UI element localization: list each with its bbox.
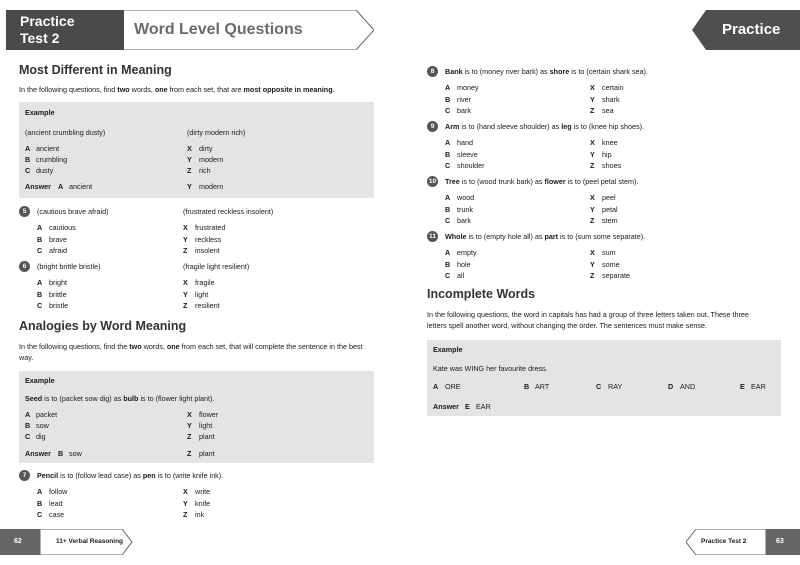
option-letter: Z xyxy=(590,161,595,170)
key-word: bulb xyxy=(123,394,139,403)
option-word: sow xyxy=(36,421,49,430)
option-word[interactable]: stem xyxy=(602,216,618,225)
option-letter: C xyxy=(37,246,43,255)
option-letter: A xyxy=(37,278,43,287)
key-word: Seed xyxy=(25,394,43,403)
option-word[interactable]: all xyxy=(457,271,465,280)
option-letter: A xyxy=(37,487,43,496)
key-word: Tree xyxy=(445,177,460,186)
sentence-part: is to (empty hole all) as xyxy=(466,232,545,241)
badge-line2: Test 2 xyxy=(20,30,60,46)
option-word: ancient xyxy=(36,144,60,153)
option-letter: X xyxy=(187,144,192,153)
option-letter: Z xyxy=(187,166,192,175)
answer-letter: A xyxy=(58,182,64,191)
option-letter: Y xyxy=(183,290,188,299)
option-word[interactable]: shoulder xyxy=(457,161,485,170)
option-word[interactable]: peel xyxy=(602,193,616,202)
question-sentence xyxy=(445,232,645,241)
option-word[interactable]: follow xyxy=(49,487,68,496)
option-word[interactable]: frustrated xyxy=(195,223,226,232)
option-letter: X xyxy=(590,83,595,92)
option-letter: A xyxy=(25,410,31,419)
answer-word: ancient xyxy=(69,182,93,191)
option-word: packet xyxy=(36,410,58,419)
intro-text: words, xyxy=(141,342,167,351)
option-letter: Z xyxy=(590,106,595,115)
sentence-part: is to (sum some separate). xyxy=(558,232,646,241)
option-letter: Z xyxy=(183,301,188,310)
key-word: flower xyxy=(544,177,566,186)
option-word[interactable]: brave xyxy=(49,235,67,244)
option-word[interactable]: case xyxy=(49,510,65,519)
option-word[interactable]: separate xyxy=(602,271,630,280)
option-word[interactable]: insolent xyxy=(195,246,220,255)
option-word[interactable]: bark xyxy=(457,216,471,225)
option-letter: Z xyxy=(590,216,595,225)
key-word: pen xyxy=(142,471,156,480)
question-set2: (fragile light resilient) xyxy=(183,262,250,271)
intro-line: In the following questions, the word in capitals has had a group of three letters taken out. These three xyxy=(427,310,749,319)
answer-word: EAR xyxy=(476,402,491,411)
key-word: Bank xyxy=(445,67,463,76)
option-word[interactable]: shark xyxy=(602,95,620,104)
option-letter: B xyxy=(524,382,530,391)
header-practice-banner xyxy=(692,10,800,50)
question-number: 5 xyxy=(19,206,30,217)
option-word: dig xyxy=(36,432,46,441)
footer-right xyxy=(686,529,800,555)
option-letter: X xyxy=(183,278,188,287)
option-letter: D xyxy=(668,382,674,391)
example-title: Example xyxy=(25,376,55,385)
option-word: AND xyxy=(680,382,696,391)
option-word: rich xyxy=(199,166,211,175)
example-title: Example xyxy=(433,345,463,354)
option-word[interactable]: fragile xyxy=(195,278,215,287)
intro-bold: two xyxy=(129,342,142,351)
option-letter: C xyxy=(445,106,451,115)
option-word[interactable]: certain xyxy=(602,83,624,92)
option-word[interactable]: sum xyxy=(602,248,616,257)
example-box-incomplete-words xyxy=(427,340,781,416)
section-heading-most-different: Most Different in Meaning xyxy=(19,63,172,77)
question-set1: (bright brittle bristle) xyxy=(37,262,101,271)
option-word: light xyxy=(199,421,213,430)
intro-text: . xyxy=(332,85,335,94)
option-word[interactable]: empty xyxy=(457,248,477,257)
answer-label: Answer xyxy=(433,402,459,411)
question-sentence xyxy=(445,177,638,186)
option-word[interactable]: brittle xyxy=(49,290,67,299)
option-letter: X xyxy=(590,248,595,257)
option-word: plant xyxy=(199,432,215,441)
option-letter: B xyxy=(37,499,43,508)
example-sentence: Kate was WING her favourite dress. xyxy=(433,364,548,373)
intro-bold: two xyxy=(117,85,130,94)
question-number: 6 xyxy=(19,261,30,272)
answer-letter: B xyxy=(58,449,64,458)
option-letter: A xyxy=(25,144,31,153)
option-word[interactable]: reckless xyxy=(195,235,222,244)
sentence-part: is to (flower light plant). xyxy=(138,394,215,403)
option-letter: B xyxy=(445,95,451,104)
option-letter: B xyxy=(25,421,31,430)
option-word: flower xyxy=(199,410,219,419)
question-set2: (frustrated reckless insolent) xyxy=(183,207,274,216)
question-set1: (cautious brave afraid) xyxy=(37,207,109,216)
option-word[interactable]: lead xyxy=(49,499,63,508)
option-word: dusty xyxy=(36,166,54,175)
option-letter: X xyxy=(183,487,188,496)
footer-label: Practice Test 2 xyxy=(701,538,747,545)
intro-text: In the following questions, find the xyxy=(19,342,130,351)
sentence-part: is to (hand sleeve shoulder) as xyxy=(459,122,562,131)
option-letter: B xyxy=(445,150,451,159)
intro-text: In the following questions, find xyxy=(19,85,118,94)
question-number: 11 xyxy=(427,231,438,242)
sentence-part: is to (packet sow dig) as xyxy=(42,394,124,403)
option-letter: A xyxy=(445,138,451,147)
footer-left xyxy=(0,529,134,555)
option-letter: A xyxy=(445,193,451,202)
sentence-part: is to (wood trunk bark) as xyxy=(459,177,545,186)
option-letter: B xyxy=(445,205,451,214)
example-set1: (ancient crumbling dusty) xyxy=(25,128,106,137)
key-word: Pencil xyxy=(37,471,59,480)
question-number: 7 xyxy=(19,470,30,481)
option-letter: B xyxy=(37,290,43,299)
option-letter: C xyxy=(37,510,43,519)
option-word: ORE xyxy=(445,382,461,391)
option-letter: C xyxy=(25,166,31,175)
option-letter: Y xyxy=(187,421,192,430)
intro-text: from each set, that are xyxy=(167,85,244,94)
page-number: 62 xyxy=(14,538,22,545)
option-word[interactable]: hole xyxy=(457,260,471,269)
option-word: dirty xyxy=(199,144,213,153)
sentence-part: is to (peel petal stem). xyxy=(565,177,639,186)
right-page xyxy=(400,0,800,565)
option-letter: C xyxy=(596,382,602,391)
sentence-part: is to (money river bark) as xyxy=(462,67,550,76)
key-word: part xyxy=(544,232,559,241)
example-title: Example xyxy=(25,108,55,117)
option-word[interactable]: money xyxy=(457,83,479,92)
answer-word: sow xyxy=(69,449,82,458)
option-word[interactable]: hand xyxy=(457,138,473,147)
option-letter: X xyxy=(187,410,192,419)
option-word[interactable]: some xyxy=(602,260,620,269)
option-letter: X xyxy=(590,138,595,147)
option-letter: Z xyxy=(183,510,188,519)
section2-intro xyxy=(19,341,374,363)
footer-label: 11+ Verbal Reasoning xyxy=(56,538,124,545)
option-word[interactable]: sea xyxy=(602,106,614,115)
option-word[interactable]: bark xyxy=(457,106,471,115)
key-word: Whole xyxy=(445,232,467,241)
option-letter: A xyxy=(433,382,439,391)
practice-test-badge xyxy=(6,10,124,50)
option-letter: A xyxy=(445,83,451,92)
option-word[interactable]: light xyxy=(195,290,209,299)
answer-letter: E xyxy=(465,402,470,411)
intro-text: words, xyxy=(129,85,155,94)
option-word: crumbling xyxy=(36,155,68,164)
answer-letter: Z xyxy=(187,449,192,458)
intro-line: letters spell another word, without changing the order. The sentences must make sense. xyxy=(427,321,707,330)
option-letter: Y xyxy=(187,155,192,164)
intro-bold: one xyxy=(166,342,180,351)
option-letter: B xyxy=(25,155,31,164)
question-number: 10 xyxy=(428,178,437,185)
option-letter: B xyxy=(37,235,43,244)
option-letter: C xyxy=(445,271,451,280)
option-word[interactable]: afraid xyxy=(49,246,67,255)
example-box-most-different xyxy=(19,102,374,198)
option-word[interactable]: petal xyxy=(602,205,618,214)
option-word[interactable]: resilient xyxy=(195,301,220,310)
option-word: EAR xyxy=(751,382,766,391)
intro-bold: most opposite in meaning xyxy=(243,85,333,94)
option-letter: Y xyxy=(183,235,188,244)
page-title: Practice xyxy=(722,21,781,38)
option-word[interactable]: hip xyxy=(602,150,612,159)
section3-intro xyxy=(427,309,792,331)
example-set2: (dirty modern rich) xyxy=(187,128,246,137)
option-letter: X xyxy=(590,193,595,202)
page-number: 63 xyxy=(776,538,784,545)
option-letter: A xyxy=(37,223,43,232)
option-word[interactable]: sleeve xyxy=(457,150,478,159)
example-sentence xyxy=(25,394,214,403)
option-letter: A xyxy=(445,248,451,257)
question-number: 9 xyxy=(427,121,438,132)
key-word: shore xyxy=(549,67,570,76)
option-letter: Y xyxy=(590,95,595,104)
question-sentence xyxy=(445,122,644,131)
option-word[interactable]: river xyxy=(457,95,471,104)
option-letter: Y xyxy=(590,150,595,159)
option-word: RAY xyxy=(608,382,623,391)
intro-text: from each set, that will complete the sentence in the best way. xyxy=(19,342,363,362)
answer-label: Answer xyxy=(25,449,51,458)
option-letter: Z xyxy=(183,246,188,255)
answer-word: plant xyxy=(199,449,215,458)
question-sentence xyxy=(37,471,223,480)
option-letter: C xyxy=(445,161,451,170)
option-word[interactable]: write xyxy=(195,487,211,496)
option-word[interactable]: cautious xyxy=(49,223,76,232)
option-letter: C xyxy=(445,216,451,225)
answer-letter: Y xyxy=(187,182,192,191)
option-word[interactable]: bright xyxy=(49,278,67,287)
option-letter: Z xyxy=(590,271,595,280)
question-sentence xyxy=(445,67,648,76)
option-letter: X xyxy=(183,223,188,232)
key-word: leg xyxy=(561,122,572,131)
question-number: 8 xyxy=(427,66,438,77)
option-letter: E xyxy=(740,382,745,391)
option-word[interactable]: knee xyxy=(602,138,618,147)
sentence-part: is to (follow lead case) as xyxy=(58,471,143,480)
section-heading-analogies: Analogies by Word Meaning xyxy=(19,319,187,333)
option-word[interactable]: knife xyxy=(195,499,211,508)
example-box-analogies xyxy=(19,371,374,463)
sentence-part: is to (knee hip shoes). xyxy=(571,122,644,131)
option-word[interactable]: trunk xyxy=(457,205,473,214)
option-word[interactable]: shoes xyxy=(602,161,622,170)
section1-intro xyxy=(19,84,379,95)
sentence-part: is to (certain shark sea). xyxy=(569,67,648,76)
header-title-banner xyxy=(116,10,374,50)
option-word: ART xyxy=(535,382,550,391)
option-letter: C xyxy=(25,432,31,441)
sentence-part: is to (write knife ink). xyxy=(155,471,224,480)
option-letter: B xyxy=(445,260,451,269)
option-word: modern xyxy=(199,155,224,164)
option-letter: C xyxy=(37,301,43,310)
intro-bold: one xyxy=(154,85,168,94)
option-letter: Y xyxy=(590,260,595,269)
section-heading-incomplete-words: Incomplete Words xyxy=(427,287,536,301)
option-word[interactable]: wood xyxy=(457,193,475,202)
option-word[interactable]: ink xyxy=(195,510,205,519)
key-word: Arm xyxy=(445,122,460,131)
page-title: Word Level Questions xyxy=(134,21,303,38)
option-letter: Y xyxy=(183,499,188,508)
option-word[interactable]: bristle xyxy=(49,301,69,310)
option-letter: Z xyxy=(187,432,192,441)
answer-label: Answer xyxy=(25,182,51,191)
answer-word: modern xyxy=(199,182,224,191)
badge-line1: Practice xyxy=(20,13,75,29)
option-letter: Y xyxy=(590,205,595,214)
